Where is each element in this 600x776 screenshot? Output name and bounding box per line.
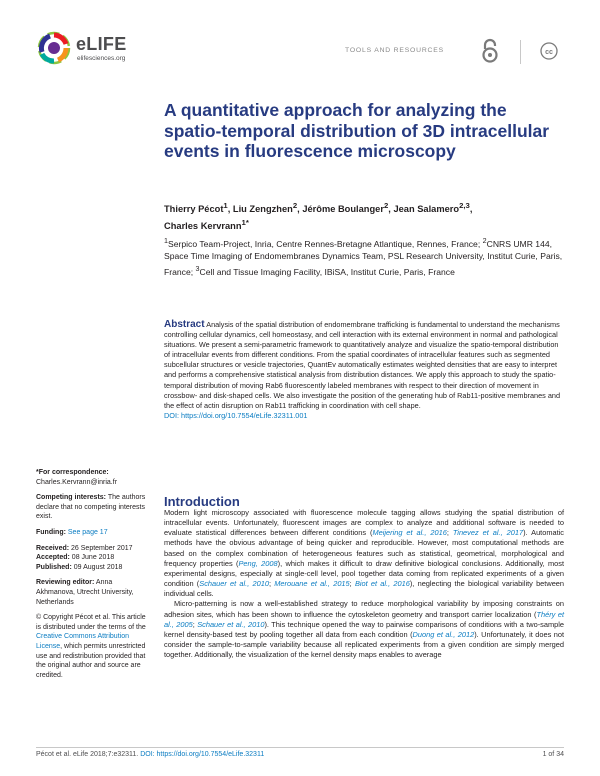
elife-logo-icon: [36, 30, 72, 66]
footer-doi-link[interactable]: https://doi.org/10.7554/eLife.32311: [156, 751, 265, 758]
creative-commons-icon[interactable]: [540, 42, 558, 60]
citation-link[interactable]: Peng, 2008: [238, 558, 278, 568]
funding-block: Funding: See page 17: [36, 528, 108, 536]
author[interactable]: Thierry Pécot$^1$: [164, 201, 228, 215]
abstract-doi-link[interactable]: DOI: https://doi.org/10.7554/eLife.32311.001: [164, 410, 308, 420]
reviewing-editor-block: Reviewing editor: Anna Akhmanova, Utrecht University, Netherlands: [36, 579, 134, 606]
affiliations: $^1$Serpico Team-Project, Inria, Centre Rennes-Bretagne Atlantique, Rennes, France; $^2$CNRS UMR 144, Space Time Imaging of Endomembranes Dynamics Team, PSL Research University, Institut Curie, Paris, France; $^3$Cell and Tissue Imaging Facility, IBiSA, Institut Curie, Paris, France: [164, 237, 563, 277]
correspondence-block: *For correspondence: Charles.Kervrann@inria.fr: [36, 469, 118, 486]
author-list: Thierry Pécot$^1$, Liu Zengzhen$^2$, Jérôme Boulanger$^2$, Jean Salamero$^{2,3}$, Charles Kervrann$^{1*}$: [164, 201, 473, 232]
article-title: A quantitative approach for analyzing the spatio-temporal distribution of 3D intracellular events in fluorescence microscopy: [164, 100, 550, 161]
affiliation: Cell and Tissue Imaging Facility, IBiSA, Institut Curie, Paris, France: [199, 266, 455, 277]
header-divider: [520, 40, 521, 64]
section-type-label: TOOLS AND RESOURCES: [345, 47, 444, 54]
page-number: 1 of 34: [542, 751, 564, 758]
competing-interests-block: Competing interests: The authors declare that no competing interests exist.: [36, 494, 146, 521]
introduction-body: [164, 508, 564, 660]
elife-logo-url[interactable]: elifesciences.org: [77, 55, 126, 62]
citation-link[interactable]: Schauer et al., 2010: [197, 619, 265, 629]
author[interactable]: Charles Kervrann$^{1*}$: [164, 218, 249, 232]
abstract: [164, 320, 564, 421]
introduction-heading: Introduction: [164, 494, 240, 509]
affiliation: Serpico Team-Project, Inria, Centre Rennes-Bretagne Atlantique, Rennes, France;: [167, 238, 483, 249]
footer-divider: [36, 747, 564, 748]
citation-link[interactable]: Meijering et al., 2016: [372, 528, 447, 538]
affiliation: CNRS UMR 144, Space Time Imaging of Endomembranes Dynamics Team, PSL Research University, Institut Curie, Paris, France;: [164, 238, 563, 277]
funding-link[interactable]: See page 17: [67, 528, 108, 536]
citation-link[interactable]: Biot et al., 2016: [354, 579, 410, 589]
license-link[interactable]: Creative Commons Attribution License: [36, 633, 129, 650]
abstract-text: Analysis of the spatial distribution of endomembrane trafficking is fundamental to understand the mechanisms controlling cellular dynamics, cell homeostasy, and cell interaction with its external environment in normal and pathological situations. We present a semi-parametric framework to quantitatively analyze and visualize the spatio-temporal distribution of intracellular events from different conditions. From the spatial coordinates of intracellular features such as segmented subcellular structures or vesicle trajectories, QuantEv automatically estimates weighted densities that are easy to interpret and performs a comprehensive statistical analysis from distribution distances. We apply this approach to study the spatio-temporal distribution of moving Rab6 fluorescently labeled membranes with respect to their direction of movement in crossbow- and disk-shaped cells. We also investigate the position of the generating hub of Rab11-positive membranes and the effect of actin disruption on Rab11 trafficking in coordination with cell shape.: [164, 320, 561, 410]
citation-link[interactable]: Merouane et al., 2015: [274, 579, 350, 589]
sidebar: [36, 468, 151, 686]
elife-logo[interactable]: [36, 30, 146, 70]
intro-paragraph-1: Modern light microscopy associated with fluorescence molecule tagging allows studying the spatial distribution of intracellular events. Unfortunately, fluorescent images are complex to analyze and additional software is needed to evaluate statistical differences between different conditions (Meijering et al., 2016; Tinevez et al., 2017). Automatic methods have the obvious advantage of being quicker and reproducible. However, most computational methods are based on the complex combination of heterogeneous features such as statistical, geometrical, morphological and frequency properties (Peng, 2008), which makes it difficult to draw definitive biological conclusions. Additionally, most experimental designs, especially at single-cell level, pool together data coming from replicated experiments of a given condition (Schauer et al., 2010; Merouane et al., 2015; Biot et al., 2016), neglecting the biological variability between individual cells.: [164, 508, 565, 599]
citation-link[interactable]: Théry et al., 2005: [164, 609, 565, 629]
open-access-icon[interactable]: [480, 38, 500, 64]
citation-link[interactable]: Duong et al., 2012: [412, 629, 475, 639]
copyright-block: © Copyright Pécot et al. This article is distributed under the terms of the Creative Commons Attribution License, which permits unrestricted use and redistribution provided that the original author and source are credited.: [36, 614, 146, 679]
author[interactable]: Liu Zengzhen$^2$: [232, 201, 298, 215]
author[interactable]: Jérôme Boulanger$^2$: [302, 201, 389, 215]
svg-text:cc: cc: [545, 48, 553, 56]
intro-paragraph-2: Micro-patterning is now a well-established strategy to reduce morphological variability by imposing constraints on adhesion sites, which has been shown to influence the cytoskeleton geometry and transport carrier localization (Théry et al., 2005; Schauer et al., 2010). This technique opened the way to pairwise comparisons of conditions with a two-sample kernel density-based test by pooling together all data from each condition (Duong et al., 2012). Unfortunately, it does not consider the sample-to-sample variability because all replicated experiments from a given condition are simply merged together. Additionally, the visualization of the kernel density maps enables to average: [164, 599, 565, 660]
citation-link[interactable]: Schauer et al., 2010: [199, 579, 269, 589]
citation-link[interactable]: Tinevez et al., 2017: [452, 528, 524, 538]
footer-citation: Pécot et al. eLife 2018;7:e32311. DOI: https://doi.org/10.7554/eLife.32311: [36, 751, 265, 758]
correspondence-email[interactable]: Charles.Kervrann@inria.fr: [36, 478, 118, 486]
elife-logo-text: eLIFE: [76, 34, 127, 54]
dates-block: Received: 26 September 2017 Accepted: 08 June 2018 Published: 09 August 2018: [36, 544, 133, 571]
author[interactable]: Jean Salamero$^{2,3}$: [393, 201, 470, 215]
abstract-heading: Abstract: [164, 319, 205, 330]
